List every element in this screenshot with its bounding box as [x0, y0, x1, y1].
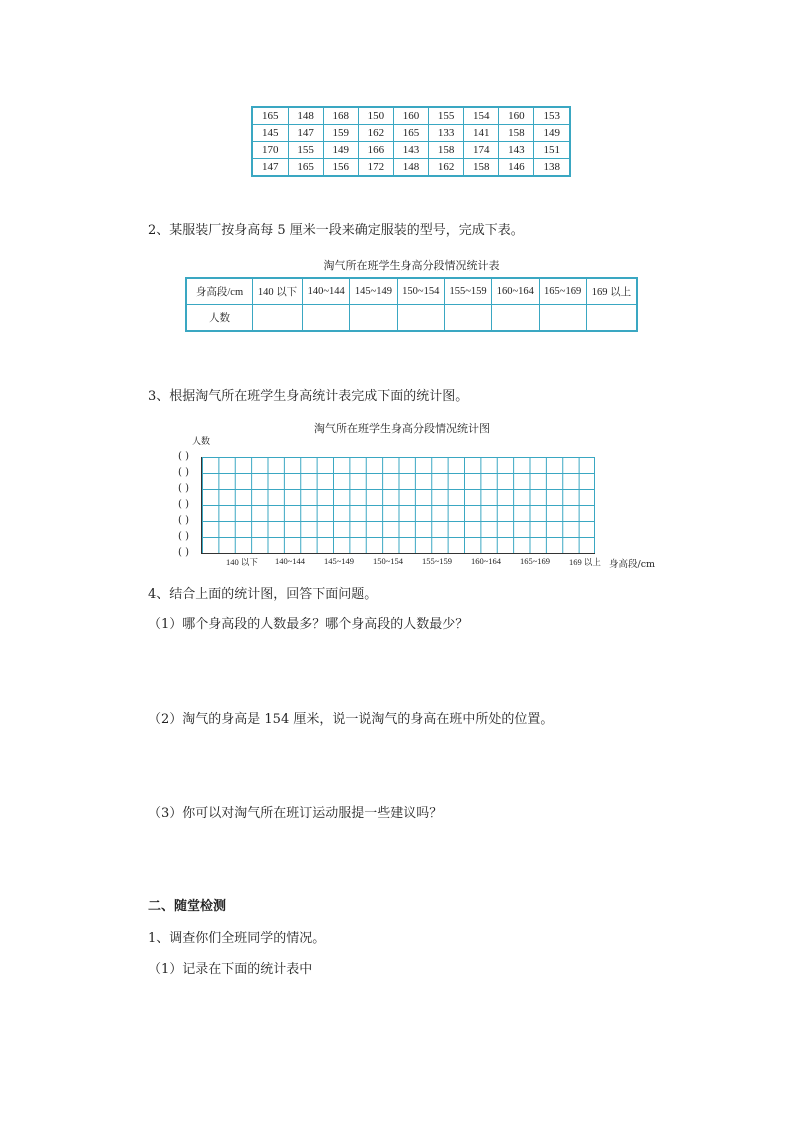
- height-value-cell: 133: [429, 125, 464, 142]
- height-value-cell: 166: [358, 142, 393, 159]
- count-blank-cell[interactable]: [444, 305, 491, 332]
- question-4: 4、结合上面的统计图，回答下面问题。: [148, 587, 378, 602]
- question-4-sub-1: （1）哪个身高段的人数最多？哪个身高段的人数最少？: [148, 617, 469, 632]
- segment-cell: 145~149: [350, 278, 397, 305]
- table-row: [252, 142, 570, 159]
- count-blank-cell[interactable]: [397, 305, 444, 332]
- table-row: [252, 107, 570, 125]
- count-blank-cell[interactable]: [492, 305, 539, 332]
- height-value-cell: 153: [534, 107, 570, 125]
- question-4-sub-2: （2）淘气的身高是 154 厘米，说一说淘气的身高在班中所处的位置。: [148, 712, 554, 727]
- height-value-cell: 162: [358, 125, 393, 142]
- segment-cell: 150~154: [397, 278, 444, 305]
- height-value-cell: 150: [358, 107, 393, 125]
- height-value-cell: 148: [393, 159, 428, 177]
- segment-cell: 140~144: [303, 278, 350, 305]
- height-value-cell: 138: [534, 159, 570, 177]
- x-tick: 140 以下: [226, 557, 258, 567]
- y-tick-blank[interactable]: ( ): [178, 467, 189, 478]
- y-tick-blank[interactable]: ( ): [178, 547, 189, 558]
- chart-y-label: 人数: [192, 437, 211, 447]
- y-tick-blank[interactable]: ( ): [178, 531, 189, 542]
- chart-title: 淘气所在班学生身高分段情况统计图: [314, 422, 490, 435]
- chart-x-label: 身高段/cm: [609, 559, 656, 570]
- height-value-cell: 160: [499, 107, 534, 125]
- x-tick: 155~159: [421, 556, 453, 566]
- y-tick-blank[interactable]: ( ): [178, 483, 189, 494]
- chart-y-ticks: [178, 449, 198, 561]
- height-value-cell: 165: [252, 107, 288, 125]
- height-value-cell: 159: [323, 125, 358, 142]
- height-data-table: [251, 106, 571, 177]
- height-value-cell: 170: [252, 142, 288, 159]
- height-value-cell: 158: [464, 159, 499, 177]
- height-value-cell: 149: [323, 142, 358, 159]
- height-value-cell: 146: [499, 159, 534, 177]
- question-4-sub-3: （3）你可以对淘气所在班订运动服提一些建议吗？: [148, 806, 443, 821]
- height-value-cell: 174: [464, 142, 499, 159]
- section-2-heading: 二、随堂检测: [148, 899, 227, 914]
- count-blank-cell[interactable]: [350, 305, 397, 332]
- y-tick-blank[interactable]: ( ): [178, 499, 189, 510]
- height-value-cell: 148: [288, 107, 323, 125]
- height-value-cell: 149: [534, 125, 570, 142]
- count-blank-cell[interactable]: [586, 305, 637, 332]
- height-value-cell: 154: [464, 107, 499, 125]
- height-value-cell: 165: [288, 159, 323, 177]
- table-row: [252, 125, 570, 142]
- height-value-cell: 141: [464, 125, 499, 142]
- height-value-cell: 143: [499, 142, 534, 159]
- x-tick: 169 以上: [569, 557, 601, 567]
- x-tick: 150~154: [372, 556, 404, 566]
- x-tick: 140~144: [274, 556, 306, 566]
- segment-cell: 155~159: [444, 278, 491, 305]
- height-value-cell: 155: [429, 107, 464, 125]
- chart-grid[interactable]: [201, 457, 595, 554]
- height-value-cell: 155: [288, 142, 323, 159]
- segment-count-row: [186, 305, 637, 332]
- height-value-cell: 156: [323, 159, 358, 177]
- table-row: [252, 159, 570, 177]
- height-value-cell: 143: [393, 142, 428, 159]
- y-tick-blank[interactable]: ( ): [178, 515, 189, 526]
- count-row-label: 人数: [186, 305, 253, 332]
- height-value-cell: 172: [358, 159, 393, 177]
- segment-table-title: 淘气所在班学生身高分段情况统计表: [323, 259, 500, 272]
- segment-header-row: [186, 278, 637, 305]
- question-3: 3、根据淘气所在班学生身高统计表完成下面的统计图。: [148, 389, 469, 404]
- x-tick: 145~149: [323, 556, 355, 566]
- height-value-cell: 158: [499, 125, 534, 142]
- segment-cell: 140 以下: [253, 278, 303, 305]
- segment-cell: 169 以上: [586, 278, 637, 305]
- segment-cell: 160~164: [492, 278, 539, 305]
- height-value-cell: 162: [429, 159, 464, 177]
- height-value-cell: 151: [534, 142, 570, 159]
- height-value-cell: 158: [429, 142, 464, 159]
- x-tick: 160~164: [470, 556, 502, 566]
- count-blank-cell[interactable]: [539, 305, 586, 332]
- height-value-cell: 147: [252, 159, 288, 177]
- question-2: 2、某服装厂按身高每 5 厘米一段来确定服装的型号，完成下表。: [148, 223, 524, 238]
- section-2-question-1: 1、调查你们全班同学的情况。: [148, 931, 326, 946]
- height-value-cell: 165: [393, 125, 428, 142]
- height-value-cell: 147: [288, 125, 323, 142]
- x-tick: 165~169: [519, 556, 551, 566]
- y-tick-blank[interactable]: ( ): [178, 451, 189, 462]
- height-value-cell: 160: [393, 107, 428, 125]
- segment-header-label: 身高段/cm: [186, 278, 253, 305]
- height-value-cell: 145: [252, 125, 288, 142]
- count-blank-cell[interactable]: [303, 305, 350, 332]
- count-blank-cell[interactable]: [253, 305, 303, 332]
- segment-cell: 165~169: [539, 278, 586, 305]
- height-segment-table: [185, 277, 638, 332]
- height-value-cell: 168: [323, 107, 358, 125]
- section-2-sub-1: （1）记录在下面的统计表中: [148, 962, 313, 977]
